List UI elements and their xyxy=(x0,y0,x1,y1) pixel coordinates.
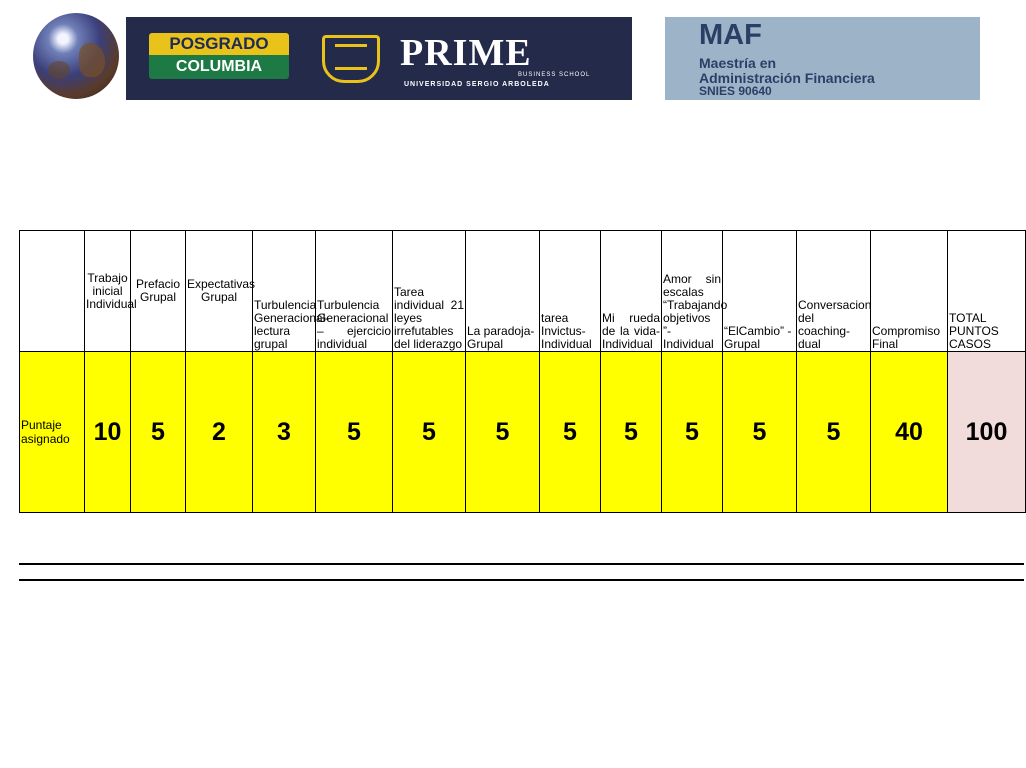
score-cell: 5 xyxy=(662,352,723,513)
header-cell-rueda-vida: Mi rueda de la vida- Individual xyxy=(601,231,662,352)
maf-line-2: Administración Financiera xyxy=(699,70,875,86)
header-cell-turbulencia-ejercicio: Turbulencia Generacional – ejercicio individual xyxy=(316,231,393,352)
score-cell: 5 xyxy=(540,352,601,513)
score-cell: 3 xyxy=(253,352,316,513)
globe-logo-icon xyxy=(33,13,119,99)
prime-banner xyxy=(126,17,632,100)
header-cell-turbulencia-lectura: Turbulencia Generacional- lectura grupal xyxy=(253,231,316,352)
score-cell: 5 xyxy=(393,352,466,513)
divider-line xyxy=(19,579,1024,581)
score-cell: 2 xyxy=(186,352,253,513)
score-table xyxy=(19,230,1026,513)
total-score-cell: 100 xyxy=(948,352,1026,513)
score-row xyxy=(20,352,1026,513)
score-cell: 5 xyxy=(466,352,540,513)
score-cell: 5 xyxy=(316,352,393,513)
maf-snies: SNIES 90640 xyxy=(699,84,772,98)
header-cell-empty xyxy=(20,231,85,352)
columbia-label: COLUMBIA xyxy=(149,55,289,79)
shield-icon xyxy=(322,35,380,83)
maf-title: MAF xyxy=(699,19,762,51)
prime-title: PRIME xyxy=(400,32,532,74)
score-cell: 5 xyxy=(723,352,797,513)
header-cell-conversacion-coaching: Conversacion del coaching- dual xyxy=(797,231,871,352)
posgrado-columbia-logo xyxy=(149,33,289,81)
header-cell-compromiso-final: Compromiso Final xyxy=(871,231,948,352)
divider-line xyxy=(19,563,1024,565)
header-cell-21-leyes: Tarea individual 21 leyes irrefutables del liderazgo xyxy=(393,231,466,352)
header-cell-trabajo-inicial: Trabajo inicial Individual xyxy=(85,231,131,352)
header-cell-el-cambio: “ElCambio” - Grupal xyxy=(723,231,797,352)
header-row xyxy=(20,231,1026,352)
row-label: Puntaje asignado xyxy=(20,352,85,513)
header-cell-la-paradoja: La paradoja- Grupal xyxy=(466,231,540,352)
maf-line-1: Maestría en xyxy=(699,55,777,71)
maf-logo xyxy=(665,17,980,100)
university-label: UNIVERSIDAD SERGIO ARBOLEDA xyxy=(404,81,550,88)
score-cell: 5 xyxy=(131,352,186,513)
score-cell: 5 xyxy=(797,352,871,513)
score-cell: 5 xyxy=(601,352,662,513)
header-cell-amor-sin-escalas: Amor sin escalas “Trabajando objetivos ”- Individual xyxy=(662,231,723,352)
header-cell-prefacio: Prefacio Grupal xyxy=(131,231,186,352)
header-cell-expectativas: Expectativas Grupal xyxy=(186,231,253,352)
score-cell: 10 xyxy=(85,352,131,513)
score-cell: 40 xyxy=(871,352,948,513)
header-cell-invictus: tarea Invictus- Individual xyxy=(540,231,601,352)
posgrado-label: POSGRADO xyxy=(149,33,289,55)
header-cell-total: TOTAL PUNTOS CASOS xyxy=(948,231,1026,352)
business-school-label: BUSINESS SCHOOL xyxy=(518,72,591,78)
